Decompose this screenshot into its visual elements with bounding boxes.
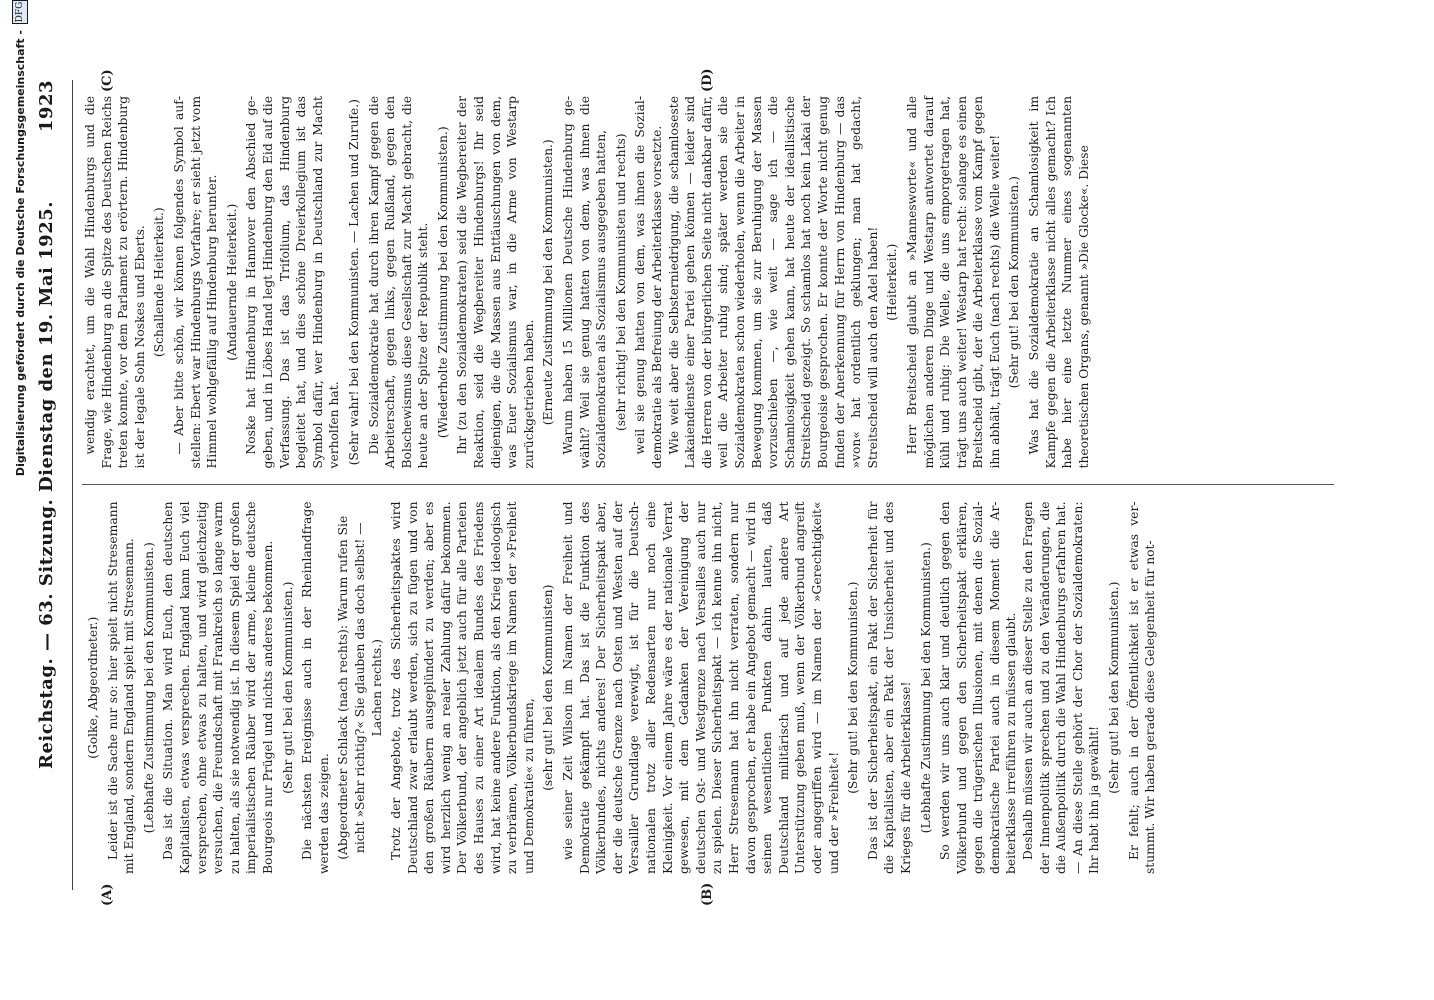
- paragraph: Die Sozialdemokratie hat durch ihren Kampf gegen die Arbeiterschaft, gegen links, gegen Rußland, gegen den Bolschewismus diese Gesellschaft zur Macht gebracht, die heute an der Spitze der Republik steht.: [366, 96, 431, 469]
- interjection: (Schallende Heiterkeit.): [152, 207, 167, 358]
- interjection: (sehr gut! bei den Kommunisten): [541, 584, 556, 791]
- margin-marker-a: (A): [100, 883, 115, 906]
- paragraph: So werden wir uns auch klar und deutlich gegen den Völkerbund und gegen den Sicherheitspakt erklären, gegen die trügerischen Illusionen, mit denen die Sozialdemokratische Partei auch in diesem Moment die Arbeiterklasse irreführen zu müssen glaubt.: [938, 501, 1019, 874]
- interjection: (Sehr gut! bei den Kommunisten.): [1107, 581, 1122, 794]
- digitization-credit: Digitalisierung gefördert durch die Deutsche Forschungsgemeinschaft -: [13, 30, 27, 477]
- dfg-logo-icon: DFG: [12, 0, 28, 24]
- margin-marker-b: (B): [700, 882, 715, 906]
- right-column: [82, 80, 1334, 485]
- interjection: (Sehr gut! bei den Kommunisten.): [280, 581, 295, 794]
- paragraph: Das ist die Situation. Man wird Euch, den deutschen Kapitalisten, etwas versprechen. England kann Euch viel versprechen, ohne etwas zu halten, und wird gleichzeitig versuchen, die Freundschaft mit Frankreich so lange warm zu halten, als sie notwendig ist. In diesem Spiel der großen imperialistischen Räuber wird der arme, kleine deutsche Bourgeois nur Prügel und nichts anderes bekommen.: [161, 501, 275, 874]
- interjection: (Andauernde Heiterkeit.): [224, 203, 239, 361]
- paragraph: Was hat die Sozialdemokratie an Schamlosigkeit im Kampfe gegen die Arbeiterklasse nicht alles gemacht? Ich habe hier eine letzte Nummer eines sogenannten theoretischen Organs, genannt »Die Glocke«. Diese: [1027, 96, 1091, 469]
- interjection: (sehr richtig! bei den Kommunisten und rechts): [613, 133, 628, 432]
- interjection: (Wiederholte Zustimmung bei den Kommunisten.): [435, 126, 450, 439]
- page-header: [32, 80, 73, 890]
- paragraph: Trotz der Angebote, trotz des Sicherheitspaktes wird Deutschland zwar erlaubt werden, sich zu fügen und von den großen Räubern ausgeplündert zu werden; aber es wird herzlich wenig an realer Zahlung dafür bekommen. Der Völkerbund, der angeblich jetzt auch für alle Parteien des Hauses zu einer Art idealem Bundes des Friedens wird, hat keine andere Funktion, als den Krieg ideologisch zu verbrämen, Völkerbundskriege im Namen der »Freiheit und Demokratie« zu führen,: [389, 501, 536, 874]
- paragraph: — Aber bitte schön, wir können folgendes Symbol aufstellen: Ebert war Hindenburgs Vorfahre; er sieht jetzt vom Himmel wohlgefällig auf Hindenburg herunter.: [171, 96, 220, 469]
- interjection: (Sehr wahr! bei den Kommunisten. — Lachen und Zurufe.): [346, 99, 361, 466]
- paragraph: wie seiner Zeit Wilson im Namen der Freiheit und Demokratie gekämpft hat. Das ist die Funktion des Völkerbundes, nichts anderes! Der Sicherheitspakt aber, der die deutsche Grenze nach Osten und Westen auf der Versailler Grundlage verewigt, ist für die Deutschnationalen trotz aller Redensarten nur noch eine Kleinigkeit. Vor einem Jahre wäre es der nationale Verrat gewesen, mit dem Gedanken der Vereinigung der deutschen Ost- und Westgrenze nach Versailles auch nur zu spielen. Dieser Sicherheitspakt — ich kenne ihn nicht, Herr Stresemann hat ihn nicht verraten, sondern nur davon gesprochen, er habe ein Angebot gemacht — wird in seinen wesentlichen Punkten dahin lauten, daß Deutschland militärisch und auf jede andere Art Unterstützung geben muß, wenn der Völkerbund angreift oder angegriffen wird — im Namen der »Gerechtigkeit« und der »Freiheit«!: [561, 501, 841, 874]
- paragraph: Er fehlt; auch in der Öffentlichkeit ist er etwas verstummt. Wir haben gerade diese Gelegenheit für not-: [1126, 501, 1158, 874]
- paragraph: Deshalb müssen wir auch an dieser Stelle zu den Fragen der Innenpolitik sprechen und zu den Veränderungen, die die Außenpolitik durch die Wahl Hindenburgs erfahren hat. — An diese Stelle gehört der Chor der Sozialdemokraten: Ihr habt ihn ja gewählt!: [1021, 501, 1102, 874]
- interjection: (Sehr gut! bei den Kommunisten.): [1007, 176, 1022, 389]
- interjection: (Abgeordneter Schlack (nach rechts): Warum rufen Sie nicht »Sehr richtig?« Sie glauben das doch selbst! — Lachen rechts.): [336, 515, 384, 860]
- interjection: (Golke, Abgeordneter.): [86, 616, 100, 759]
- interjection: (Lebhafte Zustimmung bei den Kommunisten.): [918, 542, 933, 834]
- header-title: Reichstag. — 63. Sitzung. Dienstag den 19. Mai 1925.: [36, 200, 57, 770]
- margin-marker-c: (C): [100, 69, 115, 92]
- interjection: (Erneute Zustimmung bei den Kommunisten.): [541, 139, 556, 426]
- paragraph: wendig erachtet, um die Wahl Hindenburgs und die Frage, wie Hindenburg an die Spitze des Deutschen Reichs treten konnte, vor dem Parlament zu erörtern. Hindenburg ist der legale Sohn Noskes und Eberts.: [83, 96, 147, 469]
- page-number: 1923: [36, 80, 57, 133]
- digitization-footer: [8, 0, 32, 1000]
- paragraph: Das ist der Sicherheitspakt, ein Pakt der Sicherheit für die Kapitalisten, aber ein Pakt der Unsicherheit und des Krieges für die Arbeiterklasse!: [865, 501, 913, 874]
- paragraph: Leider ist die Sache nur so: hier spielt nicht Stresemann mit England, sondern England spielt mit Stresemann.: [105, 501, 137, 874]
- paragraph: Wie weit aber die Selbsterniedrigung, die schamloseste Lakaiendienste einer Partei gehen können — leider sind die Herren von der bürgerlichen Seite nicht dankbar dafür, weil die Arbeiter ruhig sind; später werden sie die Sozialdemokraten schon wiederholen, wenn die Arbeiter in Bewegung kommen, um sie zur Beruhigung der Massen vorzuschieben —, wie weit — sage ich — die Schamlosigkeit gehen kann, hat heute der ideallistische Streitscheid gezeigt. So schamlos hat noch kein Lakai der Bourgeoisie gesprochen. Er konnte der Worte nicht genug finden der Anerkennung für Herrn von Hindenburg — das »von« hat ordentlich geklungen; man hat gedacht, Streitscheid will auch den Adel haben!: [666, 96, 880, 469]
- margin-marker-d: (D): [700, 68, 715, 92]
- interjection: (Lebhafte Zustimmung bei den Kommunisten.): [141, 542, 156, 834]
- left-column: [82, 485, 1334, 891]
- interjection: (Sehr gut! bei den Kommunisten.): [846, 581, 861, 794]
- text-columns: [82, 80, 1334, 890]
- paragraph: Ihr (zu den Sozialdemokraten) seid die Wegbereiter der Reaktion, seid die Wegbereiter Hindenburgs! Ihr seid diejenigen, die die Massen aus Enttäuschungen von dem, was Euer Sozialismus war, in die Arme von Westarp zurückgetrieben haben.: [455, 96, 536, 469]
- interjection: (Heiterkeit.): [885, 243, 900, 321]
- paragraph: Warum haben 15 Millionen Deutsche Hindenburg gewählt? Weil sie genug hatten von dem, was ihnen die Sozialdemokraten als Sozialismus ausgegeben hatten,: [561, 96, 609, 469]
- paragraph: Die nächsten Ereignisse auch in der Rheinlandfrage werden das zeigen.: [300, 501, 331, 874]
- paragraph: Herr Breitscheid glaubt an »Mannesworte« und alle möglichen anderen Dinge und Westarp antwortet darauf kühl und ruhig: Die Welle, die uns emporgetragen hat, trägt uns auch weiter! Westarp hat recht: solange es einen Breitscheid gibt, der die Arbeiterklasse vom Kampf gegen ihn abhält, trägt Euch (nach rechts) die Welle weiter!: [904, 96, 1002, 469]
- paragraph: Noske hat Hindenburg in Hannover den Abschied gegeben, und in Löbes Hand legt Hindenburg den Eid auf die Verfassung. Das ist das Trifolium, das Hindenburg begleitet hat, und dies schöne Dreierkollegium ist das Symbol dafür, wer Hindenburg in Deutschland zur Macht verholfen hat.: [244, 96, 342, 469]
- paragraph: weil sie genug hatten von dem, was ihnen die Sozialdemokratie als Befreiung der Arbeiterklasse vorsetzte.: [633, 96, 664, 469]
